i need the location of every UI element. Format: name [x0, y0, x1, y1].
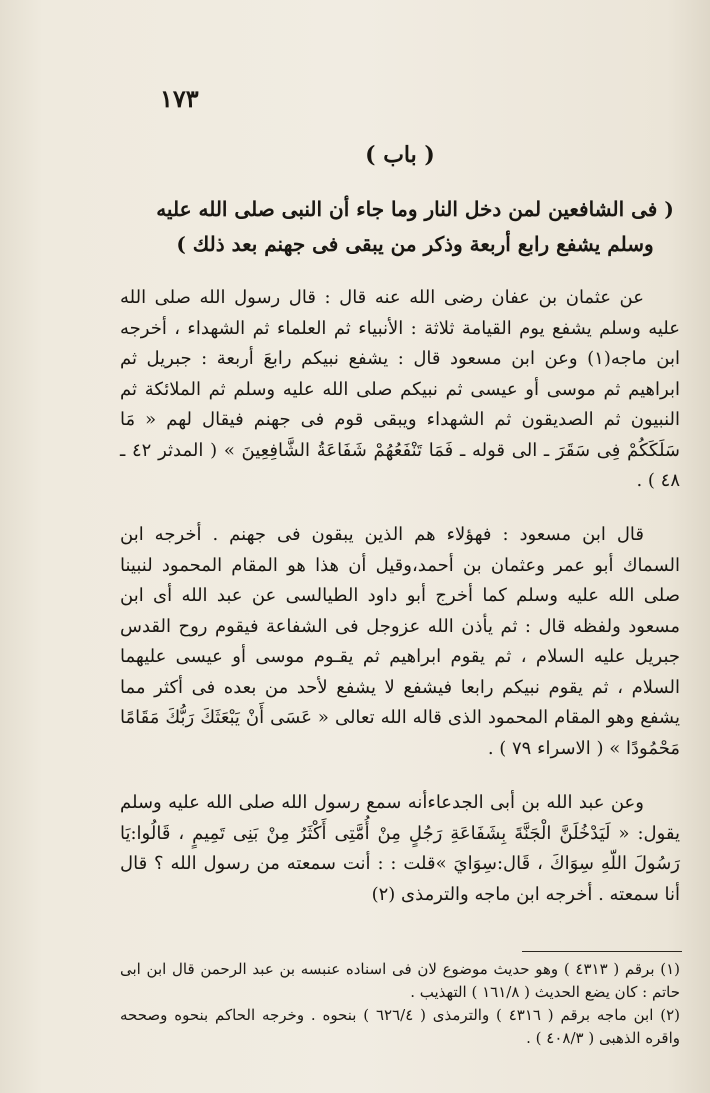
paragraph-text: قال ابن مسعود : فهؤلاء هم الذين يبقون فى جهنم . أخرجه ابن السماك أبو عمر وعثمان بن أحمد،وقيل أن هذا هو المقام المحمود لنبينا صلى الله عليه وسلم كما أخرج أبو داود الطيالسى عن عبد الله أى ابن مسعود ولفظه قال : ثم يأذن الله عزوجل فى الشفاعة فيقوم روح القدس جبريل عليه السلام ، ثم يقوم ابراهيم ثم يقـوم موسى أو عيسى عليهما السلام ، ثم يقوم نبيكم رابعا فيشفع لا يشفع لأحد من بعده فى أكثر مما يشفع وهو المقام المحمود الذى قاله الله تعالى « عَسَى أَنْ يَبْعَثَكَ رَبُّكَ مَقَامًا مَحْمُودًا » ( الاسراء ٧٩ ) . [120, 524, 680, 759]
footnotes [120, 958, 680, 1050]
page-number: ١٧٣ [160, 84, 199, 113]
footnote-divider [522, 951, 682, 952]
chapter-title: ( فى الشافعين لمن دخل النار وما جاء أن النبى صلى الله عليه وسلم يشفع رابع أربعة وذكر من يبقى فى جهنم بعد ذلك ) [156, 197, 674, 256]
paragraph-text: وعن عبد الله بن أبى الجدعاءأنه سمع رسول الله صلى الله عليه وسلم يقول: « لَيَدْخُلَنَّ الْجَنَّةَ بِشَفَاعَةِ رَجُلٍ مِنْ أُمَّتِى أَكْثَرُ مِنْ بَنِى تَمِيمٍ ، قَالُوا:يَا رَسُولَ اللّهِ سِوَاكَ ، قَال:سِوَايَ »قلت : : أنت سمعته من رسول الله ؟ قال أنا سمعته . أخرجه ابن ماجه والترمذى (٢) [120, 792, 681, 905]
chapter-heading: ( باب ) [365, 142, 435, 168]
footnote-1: (١) برقم ( ٤٣١٣ ) وهو حديث موضوع لان فى اسناده عنبسه بن عبد الرحمن قال ابن ابى حاتم : كان يضع الحديث ( ١٦١/٨ ) التهذيب . [120, 960, 680, 1001]
footnote-2: (٢) ابن ماجه برقم ( ٤٣١٦ ) والترمذى ( ٦٢٦/٤ ) بنحوه . وخرجه الحاكم بنحوه وصححه واقره الذهبى ( ٤٠٨/٣ ) . [120, 1006, 680, 1047]
paragraph-3 [120, 788, 680, 910]
paragraph-2 [120, 520, 680, 764]
paragraph-1 [120, 283, 680, 497]
paragraph-text: عن عثمان بن عفان رضى الله عنه قال : قال رسول الله صلى الله عليه وسلم يشفع يوم القيامة ثلاثة : الأنبياء ثم العلماء ثم الشهداء ، أخرجه ابن ماجه(١) وعن ابن مسعود قال : يشفع نبيكم رابعَ أربعة : جبريل ثم ابراهيم ثم موسى أو عيسى ثم نبيكم صلى الله عليه وسلم ثم الملائكة ثم النبيون ثم الصديقون ثم الشهداء ويبقى قوم فى جهنم فيقال لهم « مَا سَلَكَكُمْ فِى سَقَرَ ـ الى قوله ـ فَمَا تَنْفَعُهُمْ شَفَاعَةُ الشَّافِعِينَ » ( المدثر ٤٢ ـ ٤٨ ) . [120, 287, 680, 491]
